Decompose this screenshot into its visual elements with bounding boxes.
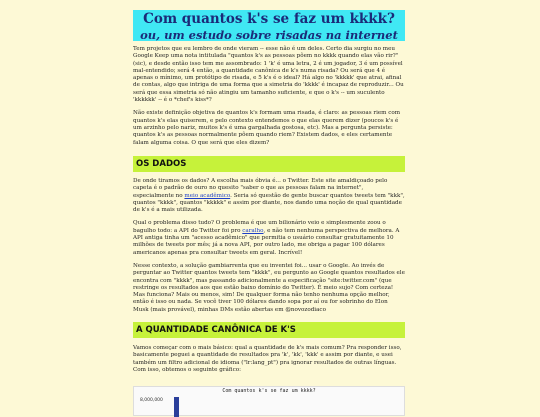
meio-academico-link[interactable]: meio acadêmico	[184, 192, 231, 199]
dados-block	[133, 178, 405, 314]
quantidade-block	[133, 345, 405, 374]
intro-block	[133, 46, 405, 147]
section-quantidade-canonica: A QUANTIDADE CANÔNICA DE K'S	[133, 322, 405, 338]
dados-p2-text-b: , e não tem nenhuma perspectiva de melhora. A API antiga tinha um "acesso acadêmico" que permitia o usuário consultar gratuitamente 10 milhões de tweets por mês; já a nova API, por outro lado, me obriga a pagar 100 dólares americanos apenas pra consultar tweets em geral. Incrível!	[133, 227, 400, 256]
dados-paragraph-1	[133, 178, 405, 214]
caralho-link[interactable]: caralho	[242, 227, 264, 234]
chart-bar	[174, 397, 179, 417]
intro-paragraph-1: Tem projetos que eu lembro de onde vieram -- esse não é um deles. Certo dia surgiu no meu Google Keep uma nota intitulada "quantos k's as pessoas põem no kkkk quando elas vão rir?" (sic), e desde então isso tem me assombrado: 1 'k' é uma letra, 2 é um jogador, 3 é um possível mal-entendido; será 4 então, a quantidade canônica de k's numa risada? Ou será que 4 é apenas o mínimo, um protótipo de risada, e 5 k's é o ideal? Há algo no 'kkkkk' que atrai, afinal de contas, algo que intriga de uma forma que a simetria do 'kkkk' é incapaz de reproduzir... Ou será que essa simetria só não atingiu um tamanho suficiente, e que o k's -- um suculento 'kkkkkk' -- é o *chef's kiss*?	[133, 46, 404, 104]
bar-chart	[133, 386, 405, 416]
y-tick-label: 8,000,000	[140, 398, 163, 403]
dados-paragraph-2	[133, 220, 405, 256]
dados-p2-text-a: Qual o problema disso tudo? O problema é que um bilionário veio e simplesmente zoou o bagulho todo: a API do Twitter foi pro	[133, 220, 386, 234]
chart-title: Com quantos k's se faz um kkkk?	[222, 388, 316, 394]
page-title: Com quantos k's se faz um kkkk?	[143, 11, 395, 27]
dados-paragraph-3: Nesse contexto, a solução gambiarrenta que eu inventei foi... usar o Google. Ao invés de perguntar ao Twitter quantos tweets tem "kkkk", eu pergunto ao Google quantos resultados ele encontra com "kkkk", mas passando adicionalmente a especificação "site:twitter.com" (que restringe os resultados aos que estão baixo domínio do Twitter). É meio sujo? Com certeza! Mas funciona? Mais ou menos, sim! De qualquer forma não tenho nenhuma opção melhor, então é isso ou nada. Se você tiver 100 dólares dando sopa por aí ou for sobrinho do Elon Musk (mais provável), minhas DMs estão abertas em @novozodiaco	[133, 262, 405, 313]
quantidade-paragraph-1: Vamos começar com o mais básico: qual a quantidade de k's mais comum? Pra responder isso, basicamente peguei a quantidade de resultados pra 'k', 'kk', 'kkk' e assim por diante, e usei também um filtro adicional de idioma ("lr:lang_pt") pra ignorar resultados de outras línguas. Com isso, obtemos o seguinte gráfico:	[133, 345, 402, 373]
intro-paragraph-2: Não existe definição objetiva de quantos k's formam uma risada, é claro: as pessoas riem com quantos k's elas quiserem, e pelo contexto entendemos o que elas querem dizer (poucos k's é um arzinho pelo nariz, muitos k's é uma gargalhada gostosa, etc). Mas a pergunta persiste: quantos k's as pessoas normalmente põem quando riem? Existem dados, e eles certamente falam alguma coisa. O que será que eles dizem?	[133, 110, 401, 146]
page-subtitle: ou, um estudo sobre risadas na internet	[140, 28, 398, 42]
header-banner	[133, 10, 405, 41]
dados-p1-text-a: De onde tiramos os dados? A escolha mais óbvia é... o Twitter. Este site amaldiçoado pelo capeta é o padrão de ouro no quesito "saber o que as pessoas falam na internet", especialmente no	[133, 178, 388, 199]
dados-p1-text-b: . Seria só questão de gente buscar quantos tweets tem "kkk", quantos "kkkk", quantos "kkkkk" e assim por diante, nos dando uma noção de qual quantidade de k's é a mais utilizada.	[133, 192, 405, 214]
section-os-dados: OS DADOS	[133, 156, 405, 172]
